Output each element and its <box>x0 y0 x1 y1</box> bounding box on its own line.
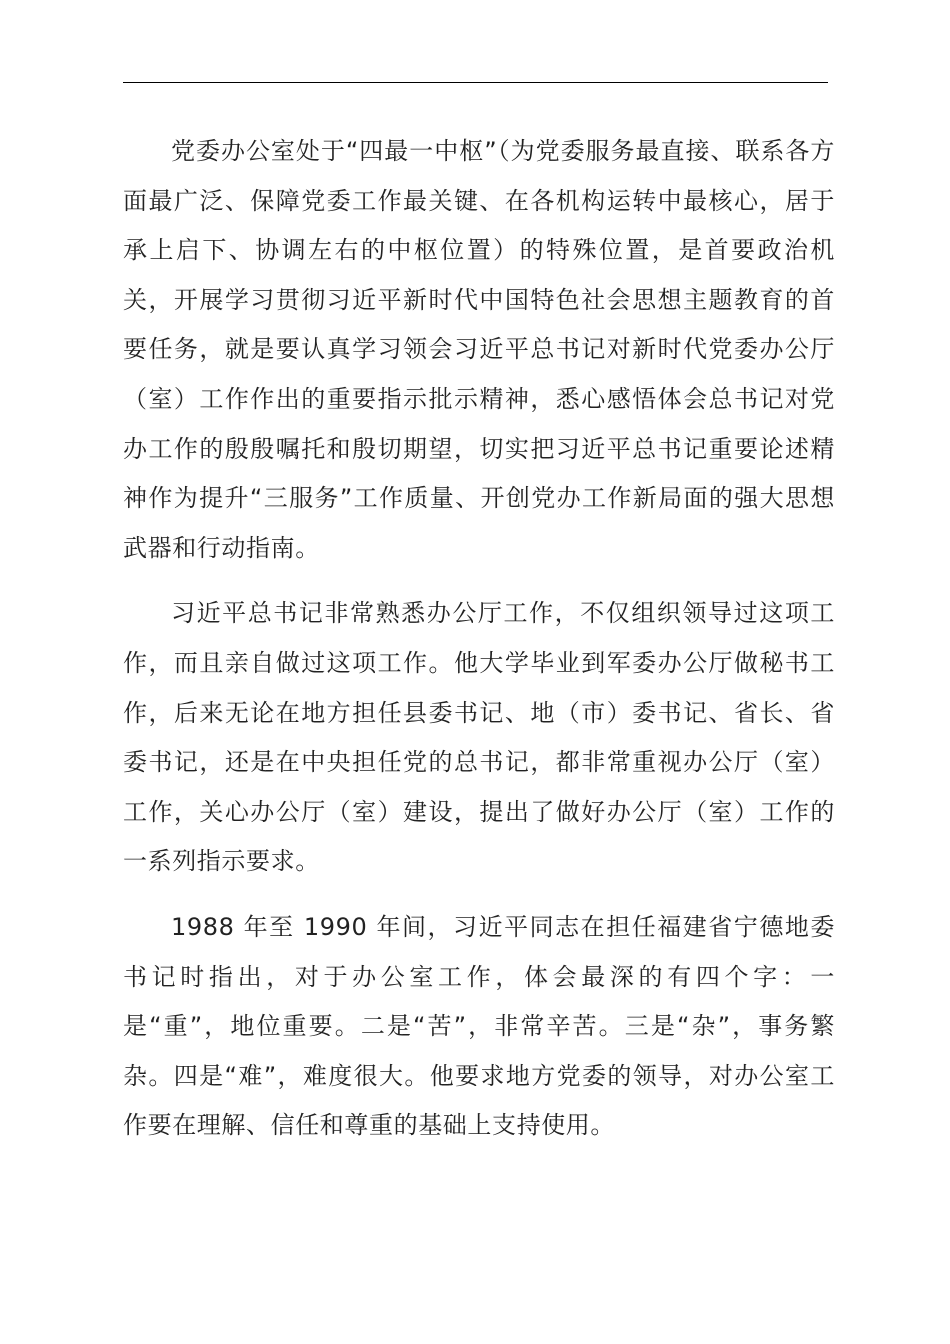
header-rule <box>123 82 828 83</box>
document-body <box>123 127 835 1167</box>
paragraph-2: 习近平总书记非常熟悉办公厅工作，不仅组织领导过这项工作，而且亲自做过这项工作。他大学毕业到军委办公厅做秘书工作，后来无论在地方担任县委书记、地（市）委书记、省长、省委书记，还是在中央担任党的总书记，都非常重视办公厅（室）工作，关心办公厅（室）建设，提出了做好办公厅（室）工作的一系列指示要求。 <box>123 599 835 876</box>
paragraph-1: 党委办公室处于“四最一中枢”（为党委服务最直接、联系各方面最广泛、保障党委工作最关键、在各机构运转中最核心，居于承上启下、协调左右的中枢位置）的特殊位置，是首要政治机关，开展学习贯彻习近平新时代中国特色社会思想主题教育的首要任务，就是要认真学习领会习近平总书记对新时代党委办公厅（室）工作作出的重要指示批示精神，悉心感悟体会总书记对党办工作的殷殷嘱托和殷切期望，切实把习近平总书记重要论述精神作为提升“三服务”工作质量、开创党办工作新局面的强大思想武器和行动指南。 <box>123 137 835 562</box>
paragraph-3: 1988 年至 1990 年间，习近平同志在担任福建省宁德地委书记时指出，对于办公室工作，体会最深的有四个字：一是“重”，地位重要。二是“苦”，非常辛苦。三是“杂”，事务繁杂。四是“难”，难度很大。他要求地方党委的领导，对办公室工作要在理解、信任和尊重的基础上支持使用。 <box>123 912 835 1140</box>
